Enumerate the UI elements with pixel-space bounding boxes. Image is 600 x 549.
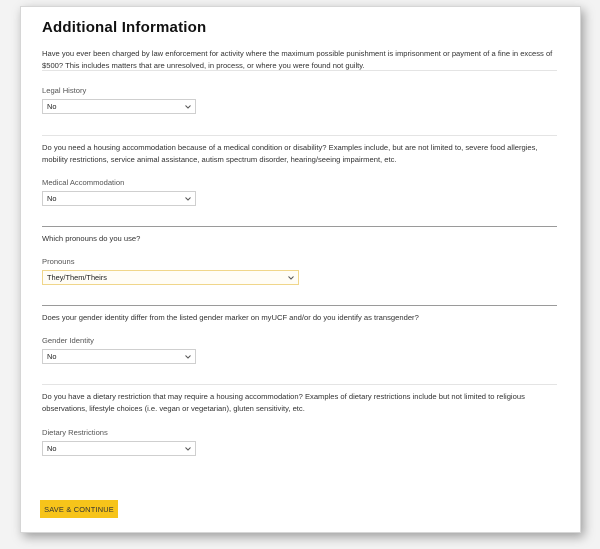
chevron-down-icon xyxy=(181,197,195,201)
legal-history-label: Legal History xyxy=(42,86,87,95)
legal-history-value: No xyxy=(47,102,57,111)
divider xyxy=(42,135,557,136)
legal-history-question: Have you ever been charged by law enforcement for activity where the maximum possible punishment is imprisonment or payment of a fine in excess of $500? This includes matters that are unresolved, in process, or where you were found not guilty. xyxy=(42,49,553,70)
divider xyxy=(42,384,557,385)
chevron-down-icon xyxy=(181,447,195,451)
pronouns-value: They/Them/Theirs xyxy=(47,273,107,282)
dietary-restrictions-question: Do you have a dietary restriction that may require a housing accommodation? Examples of dietary restrictions include but not limited to religious observations, lifestyle choices (i.e. vegan or vegetarian), gluten sensitivity, etc. xyxy=(42,392,525,413)
medical-accommodation-label: Medical Accommodation xyxy=(42,178,125,187)
divider xyxy=(42,305,557,306)
divider xyxy=(42,226,557,227)
dietary-restrictions-label: Dietary Restrictions xyxy=(42,428,108,437)
pronouns-question: Which pronouns do you use? xyxy=(42,234,141,243)
gender-identity-question: Does your gender identity differ from the listed gender marker on myUCF and/or do you identify as transgender? xyxy=(42,313,419,322)
legal-history-select[interactable] xyxy=(42,99,196,114)
gender-identity-select[interactable] xyxy=(42,349,196,364)
gender-identity-label: Gender Identity xyxy=(42,336,94,345)
dietary-restrictions-select[interactable] xyxy=(42,441,196,456)
medical-accommodation-question: Do you need a housing accommodation because of a medical condition or disability? Examples include, but are not limited to, severe food allergies, mobility restrictions, service animal assistance, autism spectrum disorder, hearing/seeing impairment, etc. xyxy=(42,143,538,164)
form-panel xyxy=(20,6,581,533)
medical-accommodation-value: No xyxy=(47,194,57,203)
divider xyxy=(42,70,557,71)
save-continue-button[interactable]: SAVE & CONTINUE xyxy=(40,500,118,518)
chevron-down-icon xyxy=(181,105,195,109)
gender-identity-value: No xyxy=(47,352,57,361)
section-title: Additional Information xyxy=(42,19,207,36)
pronouns-label: Pronouns xyxy=(42,257,75,266)
chevron-down-icon xyxy=(284,276,298,280)
dietary-restrictions-value: No xyxy=(47,444,57,453)
chevron-down-icon xyxy=(181,355,195,359)
pronouns-select[interactable] xyxy=(42,270,299,285)
medical-accommodation-select[interactable] xyxy=(42,191,196,206)
